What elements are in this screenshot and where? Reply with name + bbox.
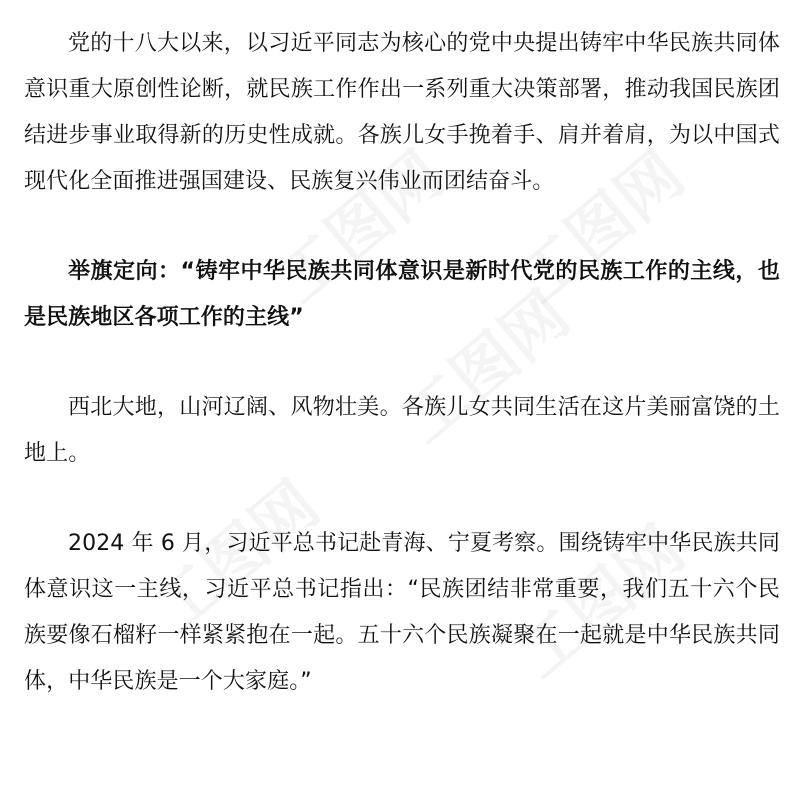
section-heading: 举旗定向：“铸牢中华民族共同体意识是新时代党的民族工作的主线，也是民族地区各项工作的主线” [24, 259, 780, 330]
paragraph-intro: 党的十八大以来，以习近平同志为核心的党中央提出铸牢中华民族共同体意识重大原创性论断，就民族工作作出一系列重大决策部署，推动我国民族团结进步事业取得新的历史性成就。各族儿女手挽着手、肩并着肩，为以中国式现代化全面推进强国建设、民族复兴伟业而团结奋斗。 [24, 31, 780, 194]
paragraph-2024-visit: 2024 年 6 月，习近平总书记赴青海、宁夏考察。围绕铸牢中华民族共同体意识这一主线，习近平总书记指出：“民族团结非常重要，我们五十六个民族要像石榴籽一样紧紧抱在一起。五十六个民族凝聚在一起就是中华民族共同体，中华民族是一个大家庭。” [24, 531, 780, 694]
paragraph-northwest: 西北大地，山河辽阔、风物壮美。各族儿女共同生活在这片美丽富饶的土地上。 [24, 395, 780, 466]
